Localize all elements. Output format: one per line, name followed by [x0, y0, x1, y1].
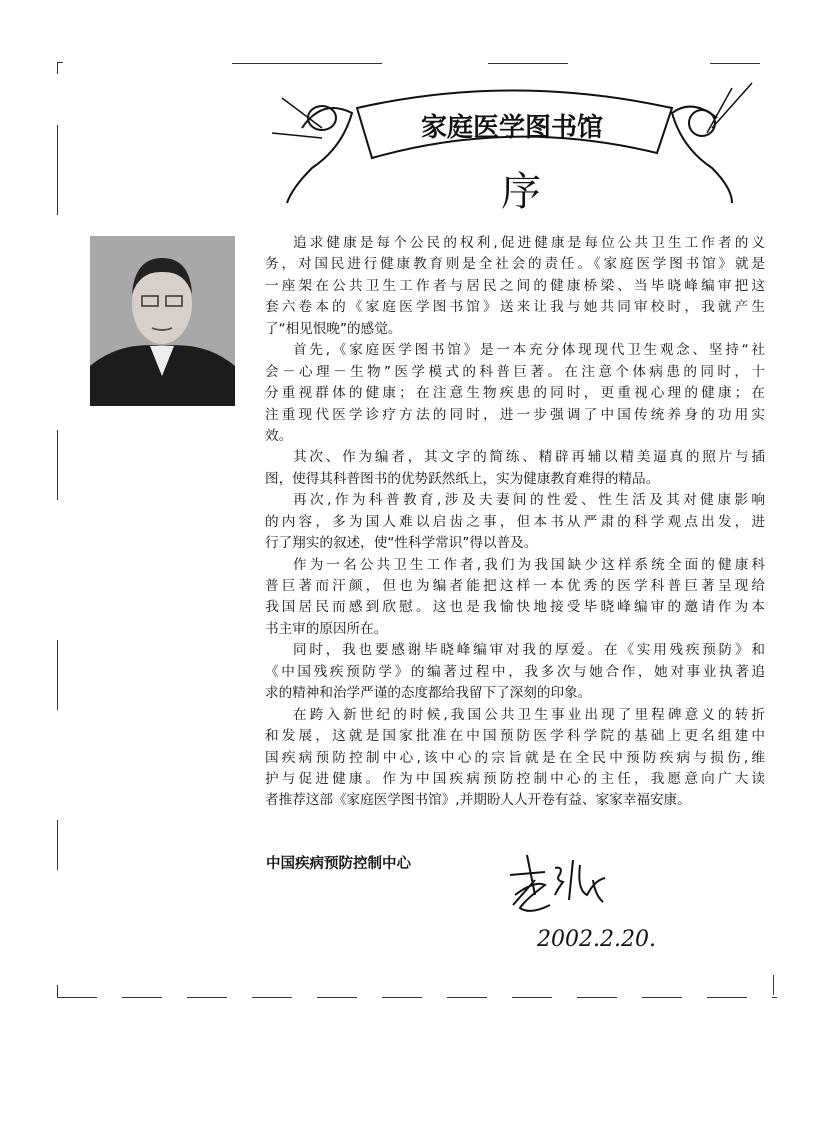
paragraph-line: 首先,《家庭医学图书馆》是一本充分体现现代卫生观念、坚持“社: [293, 342, 765, 359]
svg-text:家庭医学图书馆: 家庭医学图书馆: [420, 113, 604, 143]
paragraph-line: 和发展，这就是国家批准在中国预防医学科学院的基础上更名组建中: [265, 728, 765, 745]
organization-name: 中国疾病预防控制中心: [266, 855, 411, 872]
paragraph-line: 图，使得其科普图书的优势跃然纸上，实为健康教育难得的精品。: [265, 470, 660, 487]
border-dash: [710, 63, 760, 64]
paragraph-line: 护与促进健康。作为中国疾病预防控制中心的主任，我愿意向广大读: [265, 770, 765, 787]
paragraph-line: 书主审的原因所在。: [265, 620, 388, 637]
paragraph-line: 《中国残疾预防学》的编著过程中，我多次与她合作，她对事业执著追: [265, 663, 765, 680]
border-dash: [57, 820, 58, 870]
paragraph-line: 普巨著而汗颜，但也为编者能把这样一本优秀的医学科普巨著呈现给: [265, 578, 765, 594]
paragraph-line: 在跨入新世纪的时候,我国公共卫生事业出现了里程碑意义的转折: [293, 706, 765, 723]
paragraph-line: 会－心理－生物”医学模式的科普巨著。在注意个体病患的同时，十: [265, 363, 765, 380]
paragraph-line: 分重视群体的健康；在注意生物疾患的同时，更重视心理的健康；在: [265, 385, 765, 402]
border-mark: [57, 62, 63, 63]
paragraph-line: 再次,作为科普教育,涉及夫妻间的性爱、性生活及其对健康影响: [293, 492, 765, 509]
signature-date: [535, 922, 665, 956]
paragraph-line: 效。: [265, 427, 293, 444]
paragraph-line: 一座架在公共卫生工作者与居民之间的健康桥梁、当毕晓峰编审把这: [265, 277, 765, 294]
paragraph-line: 行了翔实的叙述，使“性科学常识”得以普及。: [265, 535, 538, 552]
preface-body: [265, 233, 765, 812]
paragraph-line: 其次、作为编者，其文字的简练、精辟再辅以精美逼真的照片与插: [293, 449, 765, 466]
paragraph-line: 作为一名公共卫生工作者,我们为我国缺少这样系统全面的健康科: [293, 556, 765, 573]
paragraph-line: 我国居民而感到欣慰。这也是我愉快地接受毕晓峰编审的邀请作为本: [265, 599, 765, 616]
page-title: 序: [501, 169, 541, 215]
paragraph-line: 同时，我也要感谢毕晓峰编审对我的厚爱。在《实用残疾预防》和: [293, 642, 765, 659]
paragraph-line: 的内容，多为国人难以启齿之事，但本书从严肃的科学观点出发，进: [265, 513, 765, 530]
paragraph-line: 套六卷本的《家庭医学图书馆》送来让我与她共同审校时，我就产生: [265, 299, 765, 316]
border-dash: [57, 997, 777, 998]
paragraph-line: 国疾病预防控制中心,该中心的宗旨就是在全民中预防疾病与损伤,维: [265, 749, 765, 766]
border-dash: [57, 985, 58, 997]
author-photo: [90, 236, 235, 406]
border-dash: [232, 63, 382, 64]
border-dash: [488, 63, 568, 64]
handwritten-signature: [505, 850, 615, 915]
paragraph-line: 务，对国民进行健康教育则是全社会的责任。《家庭医学图书馆》就是: [265, 256, 765, 273]
paragraph-line: 注重现代医学诊疗方法的同时，进一步强调了中国传统养身的功用实: [265, 406, 765, 423]
paragraph-line: 了“相见恨晚”的感觉。: [265, 320, 402, 337]
border-mark: [57, 62, 58, 74]
border-dash: [773, 975, 774, 995]
paragraph-line: 者推荐这部《家庭医学图书馆》,并期盼人人开卷有益、家家幸福安康。: [265, 792, 691, 809]
border-dash: [57, 640, 58, 710]
svg-text:2002.2.20.: 2002.2.20.: [537, 927, 656, 952]
paragraph-line: 求的精神和治学严谨的态度都给我留下了深刻的印象。: [265, 685, 592, 702]
border-dash: [57, 430, 58, 500]
paragraph-line: 追求健康是每个公民的权利,促进健康是每位公共卫生工作者的义: [293, 235, 765, 251]
